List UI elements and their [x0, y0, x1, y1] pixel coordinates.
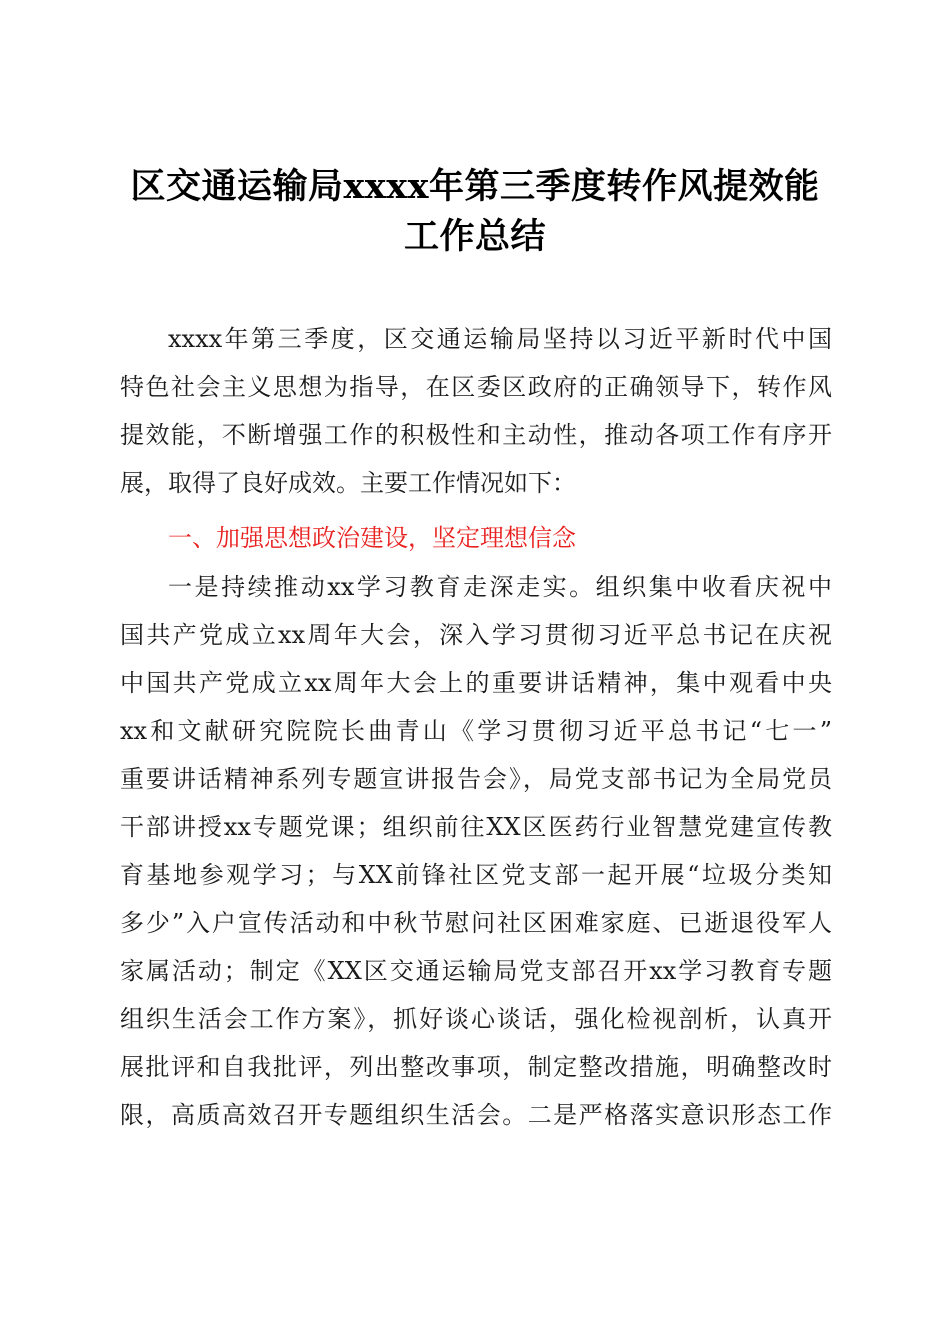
section1-line: xx和文献研究院院长曲青山《学习贯彻习近平总书记“七一” — [120, 717, 832, 745]
section1-line: 组织生活会工作方案》，抓好谈心谈话，强化检视剖析，认真开 — [120, 1005, 832, 1033]
intro-line: 展，取得了良好成效。主要工作情况如下： — [120, 469, 576, 497]
intro-line: xxxx年第三季度，区交通运输局坚持以习近平新时代中国 — [168, 325, 832, 353]
section1-line: 多少”入户宣传活动和中秋节慰问社区困难家庭、已逝退役军人 — [120, 909, 832, 937]
section1-line: 重要讲话精神系列专题宣讲报告会》，局党支部书记为全局党员 — [120, 765, 832, 793]
section1-line: 育基地参观学习；与XX前锋社区党支部一起开展“垃圾分类知 — [120, 861, 832, 889]
section1-line: 干部讲授xx专题党课；组织前往XX区医药行业智慧党建宣传教 — [120, 813, 832, 841]
section1-line: 限，高质高效召开专题组织生活会。二是严格落实意识形态工作 — [120, 1101, 832, 1129]
document-title-line1: 区交通运输局xxxx年第三季度转作风提效能 — [130, 166, 820, 207]
section1-line: 展批评和自我批评，列出整改事项，制定整改措施，明确整改时 — [120, 1053, 832, 1081]
section1-line: 家属活动；制定《XX区交通运输局党支部召开xx学习教育专题 — [120, 957, 832, 985]
intro-line: 特色社会主义思想为指导，在区委区政府的正确领导下，转作风 — [120, 373, 832, 401]
section1-line: 一是持续推动xx学习教育走深走实。组织集中收看庆祝中 — [168, 573, 832, 601]
section1-heading: 一、加强思想政治建设，坚定理想信念 — [168, 524, 576, 552]
intro-line: 提效能，不断增强工作的积极性和主动性，推动各项工作有序开 — [120, 421, 832, 449]
document-title-line2: 工作总结 — [403, 216, 546, 257]
section1-line: 国共产党成立xx周年大会，深入学习贯彻习近平总书记在庆祝 — [120, 621, 832, 649]
section1-line: 中国共产党成立xx周年大会上的重要讲话精神，集中观看中央 — [120, 669, 832, 697]
